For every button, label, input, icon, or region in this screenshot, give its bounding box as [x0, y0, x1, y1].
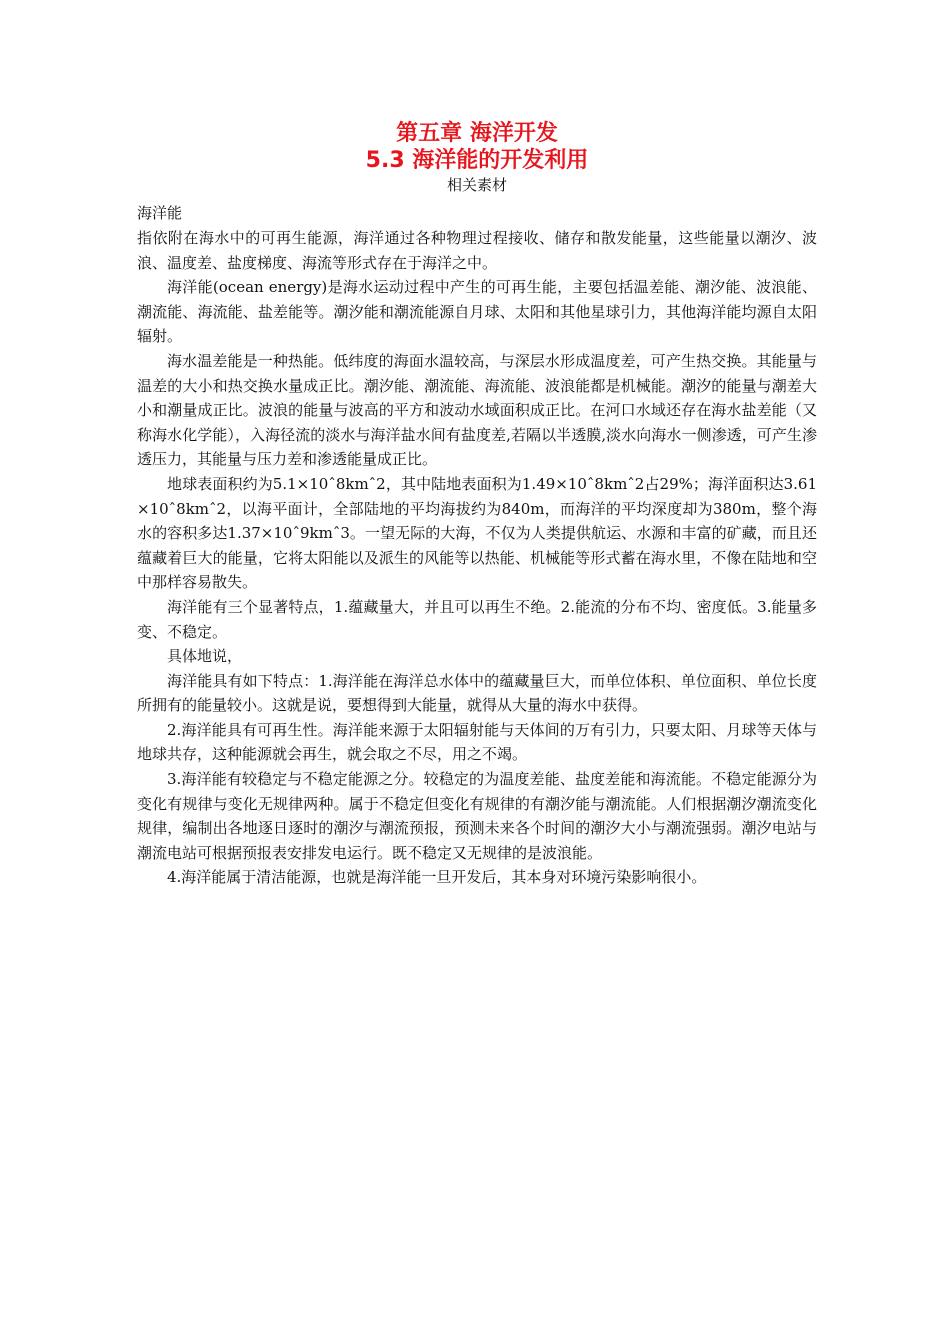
paragraph-thermal-energy: 海水温差能是一种热能。低纬度的海面水温较高，与深层水形成温度差，可产生热交换。其能量与温差的大小和热交换水量成正比。潮汐能、潮流能、海流能、波浪能都是机械能。潮汐的能量与潮差大小和潮量成正比。波浪的能量与波高的平方和波动水域面积成正比。在河口水域还存在海水盐差能（又称海水化学能），入海径流的淡水与海洋盐水间有盐度差,若隔以半透膜,淡水向海水一侧渗透，可产生渗透压力，其能量与压力差和渗透能量成正比。: [137, 351, 817, 469]
paragraph-earth-surface: 地球表面积约为5.1×10ˆ8kmˆ2，其中陆地表面积为1.49×10ˆ8kmˆ2占29%；海洋面积达3.61×10ˆ8kmˆ2，以海平面计，全部陆地的平均海拔约为840m，而海洋的平均深度却为380m，整个海水的容积多达1.37×10ˆ9kmˆ3。一望无际的大海，不仅为人类提供航运、水源和丰富的矿藏，而且还蕴藏着巨大的能量，它将太阳能以及派生的风能等以热能、机械能等形式蓄在海水里，不像在陆地和空中那样容易散失。: [137, 474, 817, 592]
paragraph-ocean-energy: 海洋能(ocean energy)是海水运动过程中产生的可再生能，主要包括温差能、潮汐能、波浪能、潮流能、海流能、盐差能等。潮汐能和潮流能源自月球、太阳和其他星球引力，其他海洋能均源自太阳辐射。: [137, 278, 817, 346]
paragraph-specifically: 具体地说，: [167, 647, 243, 666]
paragraph-three-features: 海洋能有三个显著特点，1.蕴藏量大，并且可以再生不绝。2.能流的分布不均、密度低。3.能量多变、不稳定。: [137, 597, 817, 641]
paragraph-feature-4: 4.海洋能属于清洁能源，也就是海洋能一旦开发后，其本身对环境污染影响很小。: [167, 868, 707, 887]
paragraph-feature-1: 海洋能具有如下特点：1.海洋能在海洋总水体中的蕴藏量巨大，而单位体积、单位面积、单位长度所拥有的能量较小。这就是说，要想得到大能量，就得从大量的海水中获得。: [137, 671, 817, 715]
paragraph-definition: 指依附在海水中的可再生能源，海洋通过各种物理过程接收、储存和散发能量，这些能量以潮汐、波浪、温度差、盐度梯度、海流等形式存在于海洋之中。: [137, 229, 817, 272]
document-subtitle: 相关素材: [446, 176, 507, 194]
topic-heading: 海洋能: [137, 204, 183, 222]
section-title: 5.3 海洋能的开发利用: [365, 148, 589, 173]
paragraph-feature-3: 3.海洋能有较稳定与不稳定能源之分。较稳定的为温度差能、盐度差能和海流能。不稳定能源分为变化有规律与变化无规律两种。属于不稳定但变化有规律的有潮汐能与潮流能。人们根据潮汐潮流变化规律，编制出各地逐日逐时的潮汐与潮流预报，预测未来各个时间的潮汐大小与潮流强弱。潮汐电站与潮流电站可根据预报表安排发电运行。既不稳定又无规律的是波浪能。: [137, 770, 817, 862]
paragraph-feature-2: 2.海洋能具有可再生性。海洋能来源于太阳辐射能与天体间的万有引力，只要太阳、月球等天体与地球共存，这种能源就会再生，就会取之不尽，用之不竭。: [137, 720, 817, 764]
document-page: [137, 120, 817, 890]
chapter-title: 第五章 海洋开发: [396, 121, 558, 146]
